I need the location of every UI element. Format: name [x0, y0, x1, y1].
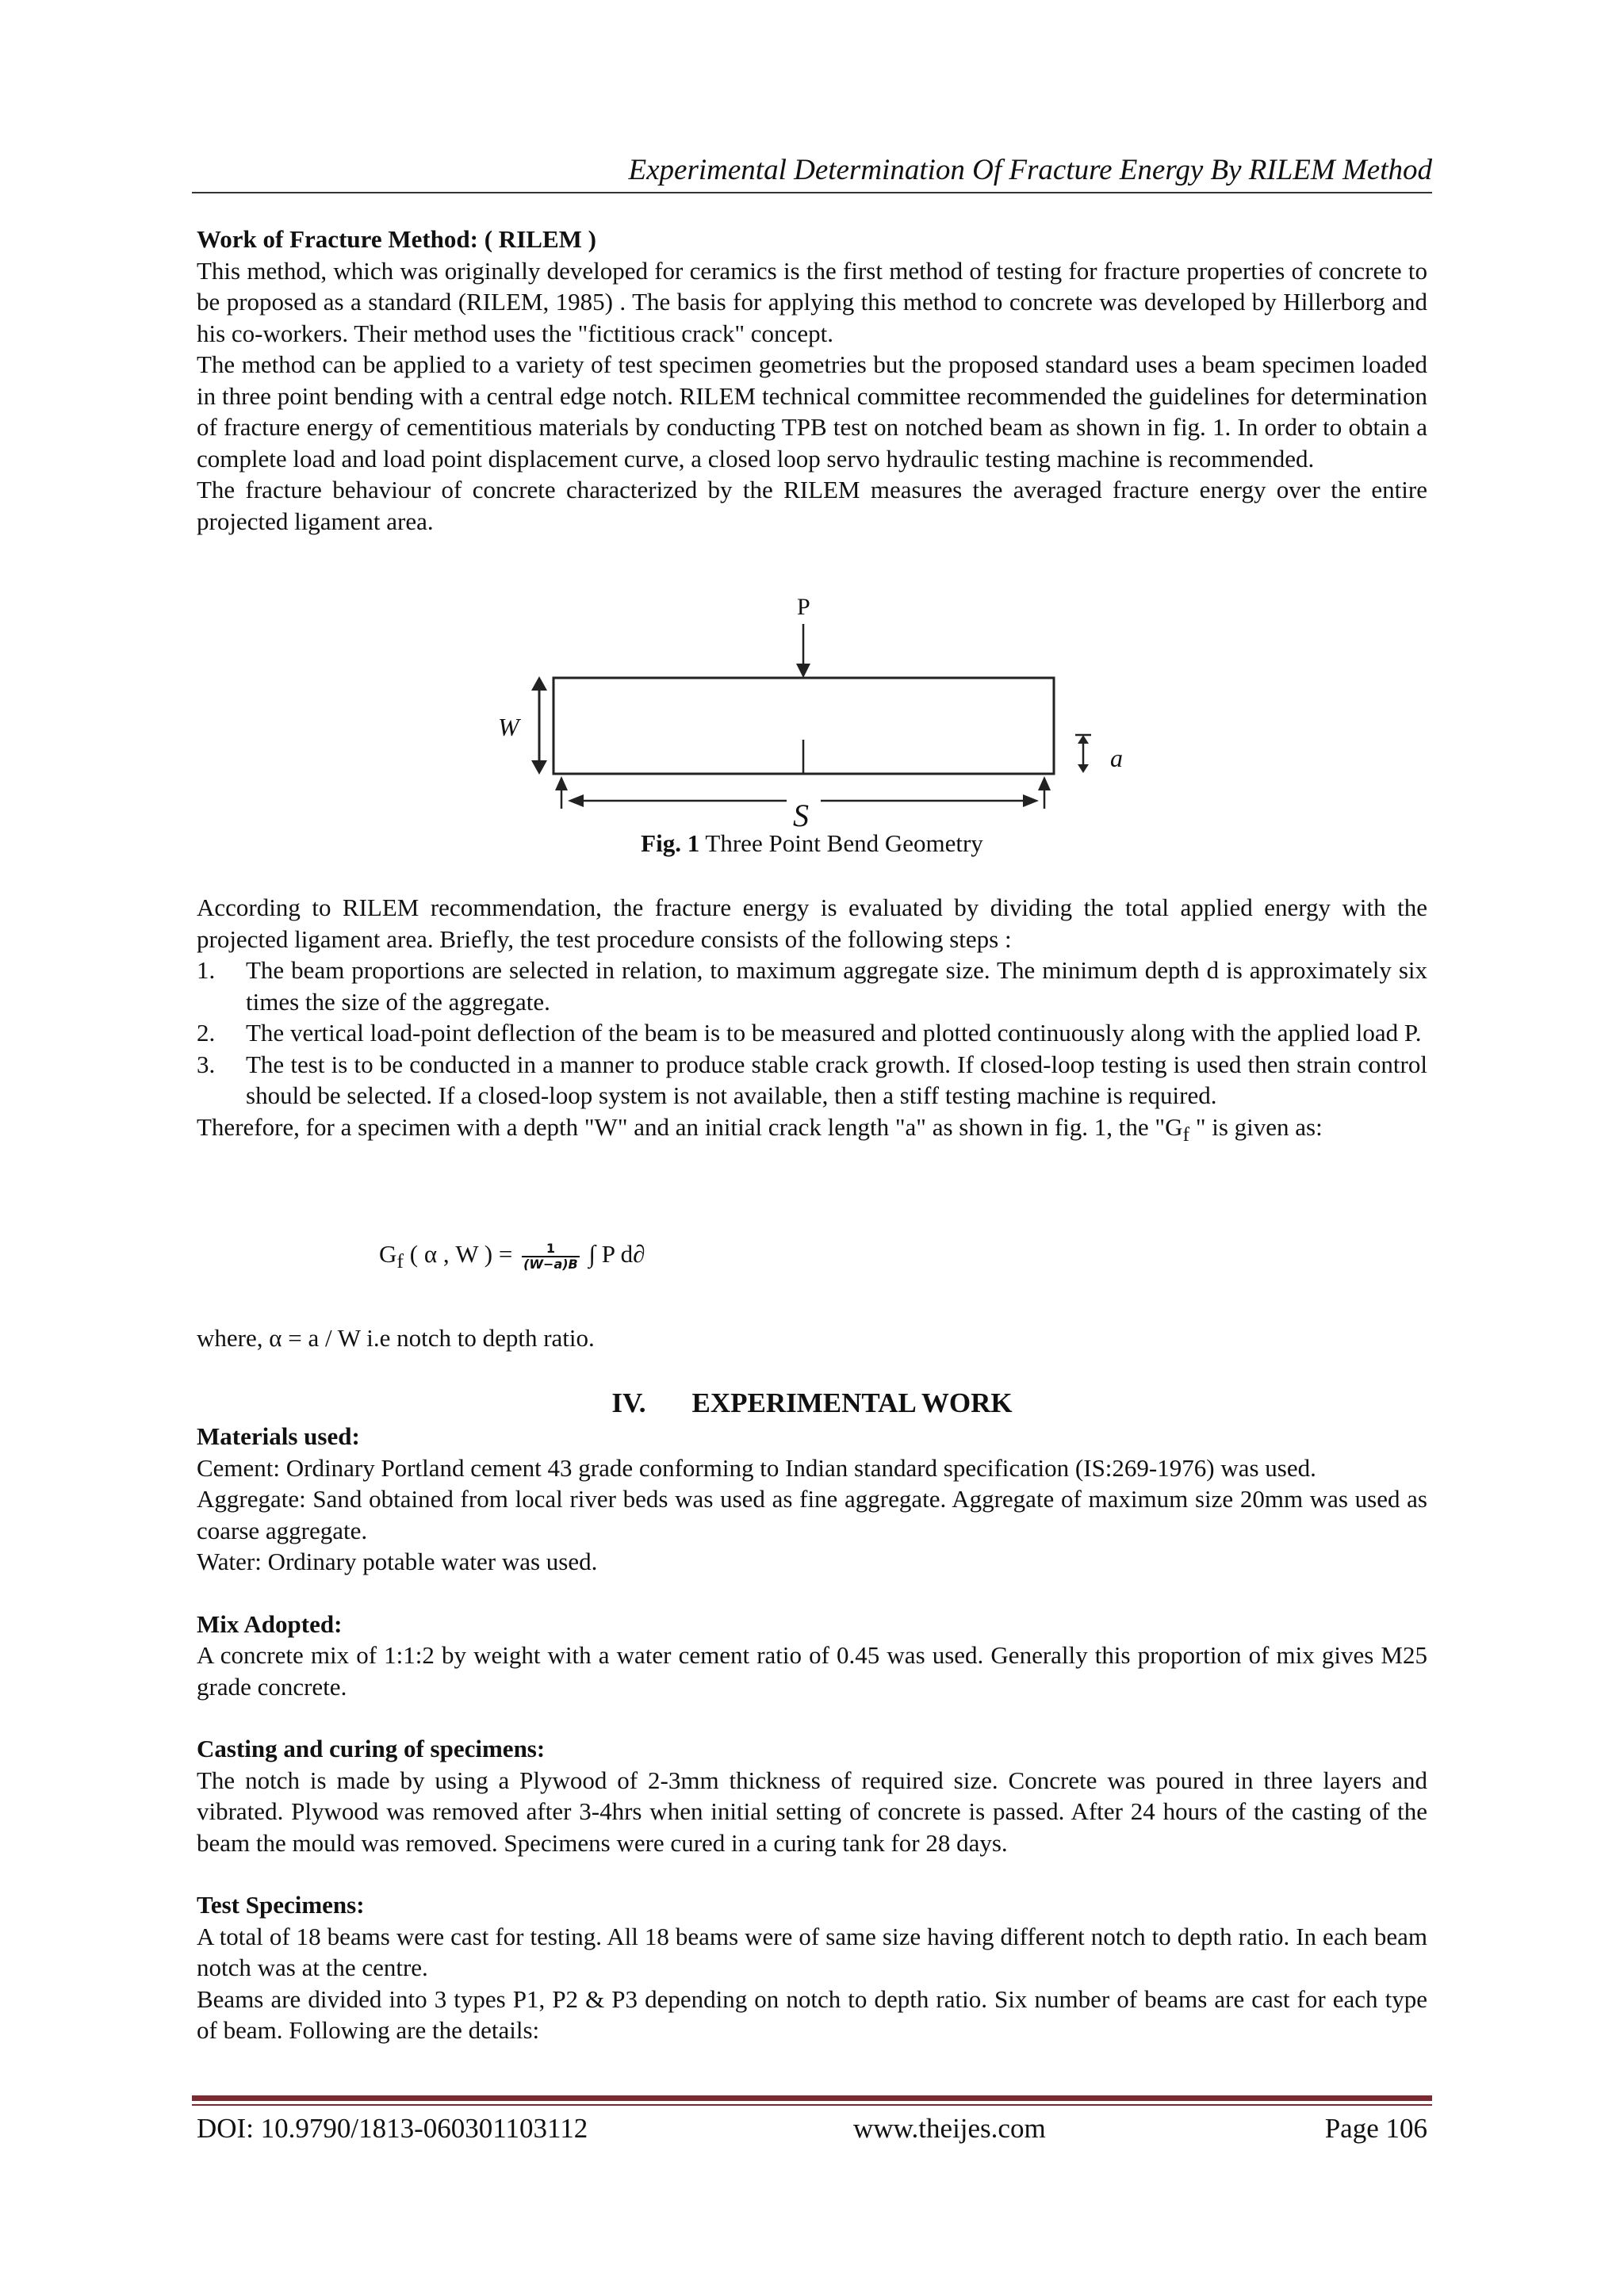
therefore-text: Therefore, for a specimen with a depth "W" and an initial crack length "a" as shown in fig. 1, the "$G_f$ " is given as:	[197, 1112, 1323, 1146]
figure-caption-text: Three Point Bend Geometry	[699, 829, 983, 857]
right-support-head	[1038, 776, 1051, 790]
label-s: S	[793, 798, 809, 833]
footer-website: www.theijes.com	[853, 2113, 1046, 2144]
procedure-step	[197, 1017, 1427, 1049]
three-point-bend-figure	[492, 591, 1123, 868]
section-title: EXPERIMENTAL WORK	[691, 1387, 1013, 1418]
rilem-title: Work of Fracture Method: ( RILEM )	[197, 225, 596, 253]
figure-caption-label: Fig. 1	[641, 829, 700, 857]
where-text: where, α = a / W i.e notch to depth ratio.	[197, 1324, 595, 1352]
mix-title: Mix Adopted:	[197, 1609, 343, 1638]
casting-title: Casting and curing of specimens:	[197, 1735, 546, 1762]
label-w: W	[498, 713, 519, 741]
materials-cement: Cement: Ordinary Portland cement 43 grade conforming to Indian standard specification (IS:269-1976) was used.	[197, 1453, 1316, 1482]
label-a: a	[1110, 744, 1123, 772]
step-text: The beam proportions are selected in relation, to maximum aggregate size. The minimum depth d is approximately six times the size of the aggregate.	[246, 956, 1427, 1016]
experimental-section	[197, 1421, 1427, 2046]
specimens-paragraph-2: Beams are divided into 3 types P1, P2 & P3 depending on notch to depth ratio. Six number of beams are cast for each type of beam. Following are the details:	[197, 1984, 1427, 2044]
footer-page-number: Page 106	[1324, 2113, 1427, 2144]
footer-doi: DOI: 10.9790/1813-060301103112	[197, 2113, 588, 2144]
rilem-paragraph-1: This method, which was originally developed for ceramics is the first method of testing for fracture properties of concrete to be proposed as a standard (RILEM, 1985) . The basis for applying this method to concrete was developed by Hillerborg and his co-workers. Their method uses the "fictitious crack" concept.	[197, 256, 1427, 347]
step-text: The test is to be conducted in a manner to produce stable crack growth. If closed-loop testing is used then strain control should be selected. If a closed-loop system is not available, then a stiff testing machine is required.	[246, 1050, 1427, 1109]
step-text: The vertical load-point deflection of the beam is to be measured and plotted continuously along with the applied load P.	[246, 1019, 1422, 1047]
fracture-energy-equation: $G_f$ ( α , W ) = $\frac{1}{(W-a)B}$ ∫ P d∂	[379, 1240, 645, 1273]
rilem-section	[197, 224, 1427, 537]
header-rule	[192, 192, 1432, 193]
equation-fraction: $\frac{1}{(W-a)B}$	[523, 1240, 578, 1272]
section-number: IV.	[611, 1387, 646, 1418]
mix-text: A concrete mix of 1:1:2 by weight with a water cement ratio of 0.45 was used. Generally this proportion of mix gives M25 grade concrete.	[197, 1641, 1427, 1701]
specimens-paragraph-1: A total of 18 beams were cast for testing. All 18 beams were of same size having different notch to depth ratio. In each beam notch was at the centre.	[197, 1922, 1427, 1981]
figure-caption	[197, 828, 1427, 859]
rilem-paragraph-3: The fracture behaviour of concrete characterized by the RILEM measures the averaged fracture energy over the entire projected ligament area.	[197, 476, 1427, 535]
w-arrow-head-top	[531, 676, 547, 691]
materials-aggregate: Aggregate: Sand obtained from local river beds was used as fine aggregate. Aggregate of maximum size 20mm was used as coarse aggregate.	[197, 1485, 1427, 1544]
procedure-step	[197, 1049, 1427, 1112]
specimens-title: Test Specimens:	[197, 1891, 365, 1919]
procedure-intro: According to RILEM recommendation, the fracture energy is evaluated by dividing the total applied energy with the projected ligament area. Briefly, the test procedure consists of the following steps :	[197, 894, 1427, 953]
a-arrow-head-top	[1078, 735, 1089, 744]
step-number: 1.	[197, 956, 216, 984]
materials-water: Water: Ordinary potable water was used.	[197, 1548, 598, 1575]
span-arrow-right-head	[1023, 794, 1039, 807]
procedure-section	[197, 892, 1427, 1150]
left-support-head	[555, 776, 568, 790]
rilem-paragraph-2: The method can be applied to a variety of test specimen geometries but the proposed standard uses a beam specimen loaded in three point bending with a central edge notch. RILEM technical committee recommended the guidelines for determination of fracture energy of cementitious materials by conducting TPB test on notched beam as shown in fig. 1. In order to obtain a complete load and load point displacement curve, a closed loop servo hydraulic testing machine is recommended.	[197, 350, 1427, 473]
step-number: 3.	[197, 1050, 216, 1078]
procedure-steps	[197, 955, 1427, 1112]
materials-title: Materials used:	[197, 1422, 360, 1450]
label-p: P	[797, 594, 810, 620]
casting-text: The notch is made by using a Plywood of 2-3mm thickness of required size. Concrete was poured in three layers and vibrated. Plywood was removed after 3-4hrs when initial setting of concrete is passed. After 24 hours of the casting of the beam the mould was removed. Specimens were cured in a curing tank for 28 days.	[197, 1766, 1427, 1857]
footer-rule-thin	[192, 2104, 1432, 2106]
a-arrow-head-bottom	[1078, 764, 1089, 773]
w-arrow-head-bottom	[531, 760, 547, 775]
load-arrow-head	[796, 664, 810, 678]
running-header: Experimental Determination Of Fracture Energy By RILEM Method	[628, 154, 1432, 186]
footer-rule-thick	[192, 2095, 1432, 2101]
step-number: 2.	[197, 1019, 216, 1047]
section-heading	[197, 1386, 1427, 1421]
procedure-step	[197, 955, 1427, 1017]
span-arrow-left-head	[568, 794, 584, 807]
